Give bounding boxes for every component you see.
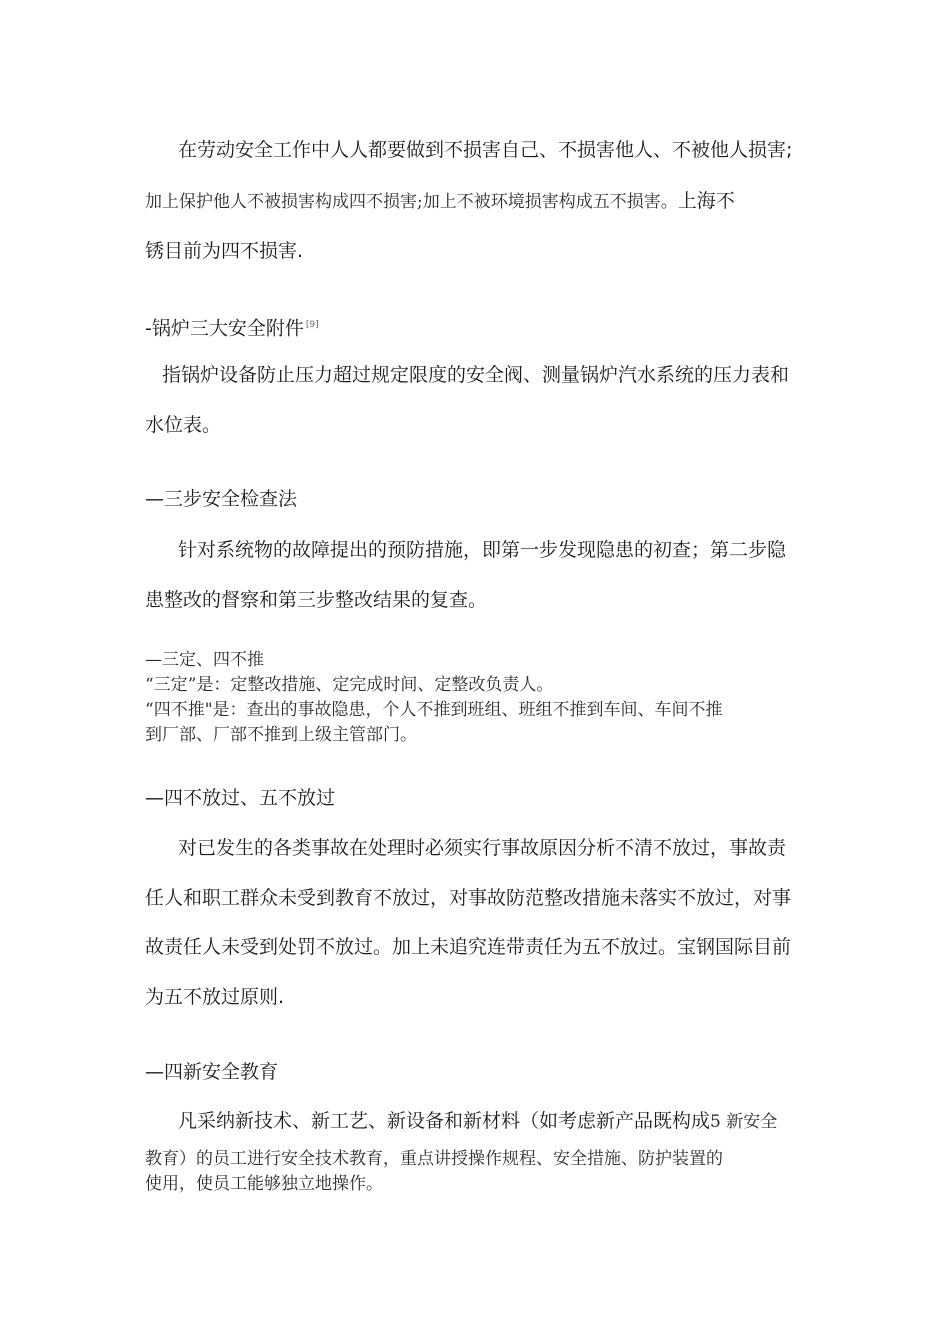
paragraph-line: 指锅炉设备防止压力超过规定限度的安全阀、测量锅炉汽水系统的压力表和 xyxy=(162,364,790,386)
paragraph-text: 凡采纳新技术、新工艺、新设备和新材料（如考虑新产品既构成 xyxy=(178,1110,711,1132)
paragraph-line: 在劳动安全工作中人人都要做到不损害自己、不损害他人、不被他人损害; xyxy=(178,139,793,161)
paragraph-line: 患整改的督察和第三步整改结果的复查。 xyxy=(145,589,488,611)
section-heading: —四新安全教育 xyxy=(145,1061,279,1083)
paragraph-text: 加上保护他人不被损害构成四不损害;加上不被环境损害构成五不损害。 xyxy=(145,192,678,212)
heading-text: -锅炉三大安全附件 xyxy=(145,317,304,340)
paragraph-line xyxy=(145,189,735,214)
paragraph-line: 教育）的员工进行安全技术教育，重点讲授操作规程、安全措施、防护装置的 xyxy=(145,1149,723,1169)
paragraph-text: 上海不 xyxy=(677,190,735,212)
paragraph-text: 5 新安全 xyxy=(710,1112,778,1132)
paragraph-line: “四不推"是：查出的事故隐患，个人不推到班组、班组不推到车间、车间不推 xyxy=(145,700,723,720)
paragraph-line xyxy=(178,1109,777,1134)
paragraph-line: “三定”是：定整改措施、定完成时间、定整改负责人。 xyxy=(145,675,554,695)
section-heading xyxy=(145,313,319,340)
paragraph-line: 对已发生的各类事故在处理时必须实行事故原因分析不清不放过，事故责 xyxy=(178,837,787,859)
section-heading: —三定、四不推 xyxy=(145,650,264,670)
paragraph-line: 故责任人未受到处罚不放过。加上未追究连带责任为五不放过。宝钢国际目前 xyxy=(145,936,792,958)
section-heading: —三步安全检查法 xyxy=(145,488,298,510)
section-heading: —四不放过、五不放过 xyxy=(145,787,336,809)
paragraph-line: 任人和职工群众未受到教育不放过，对事故防范整改措施未落实不放过，对事 xyxy=(145,887,792,909)
paragraph-line: 水位表。 xyxy=(145,414,222,436)
paragraph-line: 针对系统物的故障提出的预防措施，即第一步发现隐患的初查；第二步隐 xyxy=(178,539,787,561)
paragraph-line: 为五不放过原则. xyxy=(145,986,285,1008)
paragraph-line: 到厂部、厂部不推到上级主管部门。 xyxy=(145,725,417,745)
reference-marker: [9] xyxy=(305,320,319,330)
paragraph-line: 使用，使员工能够独立地操作。 xyxy=(145,1174,383,1194)
paragraph-line: 锈目前为四不损害. xyxy=(145,240,304,262)
